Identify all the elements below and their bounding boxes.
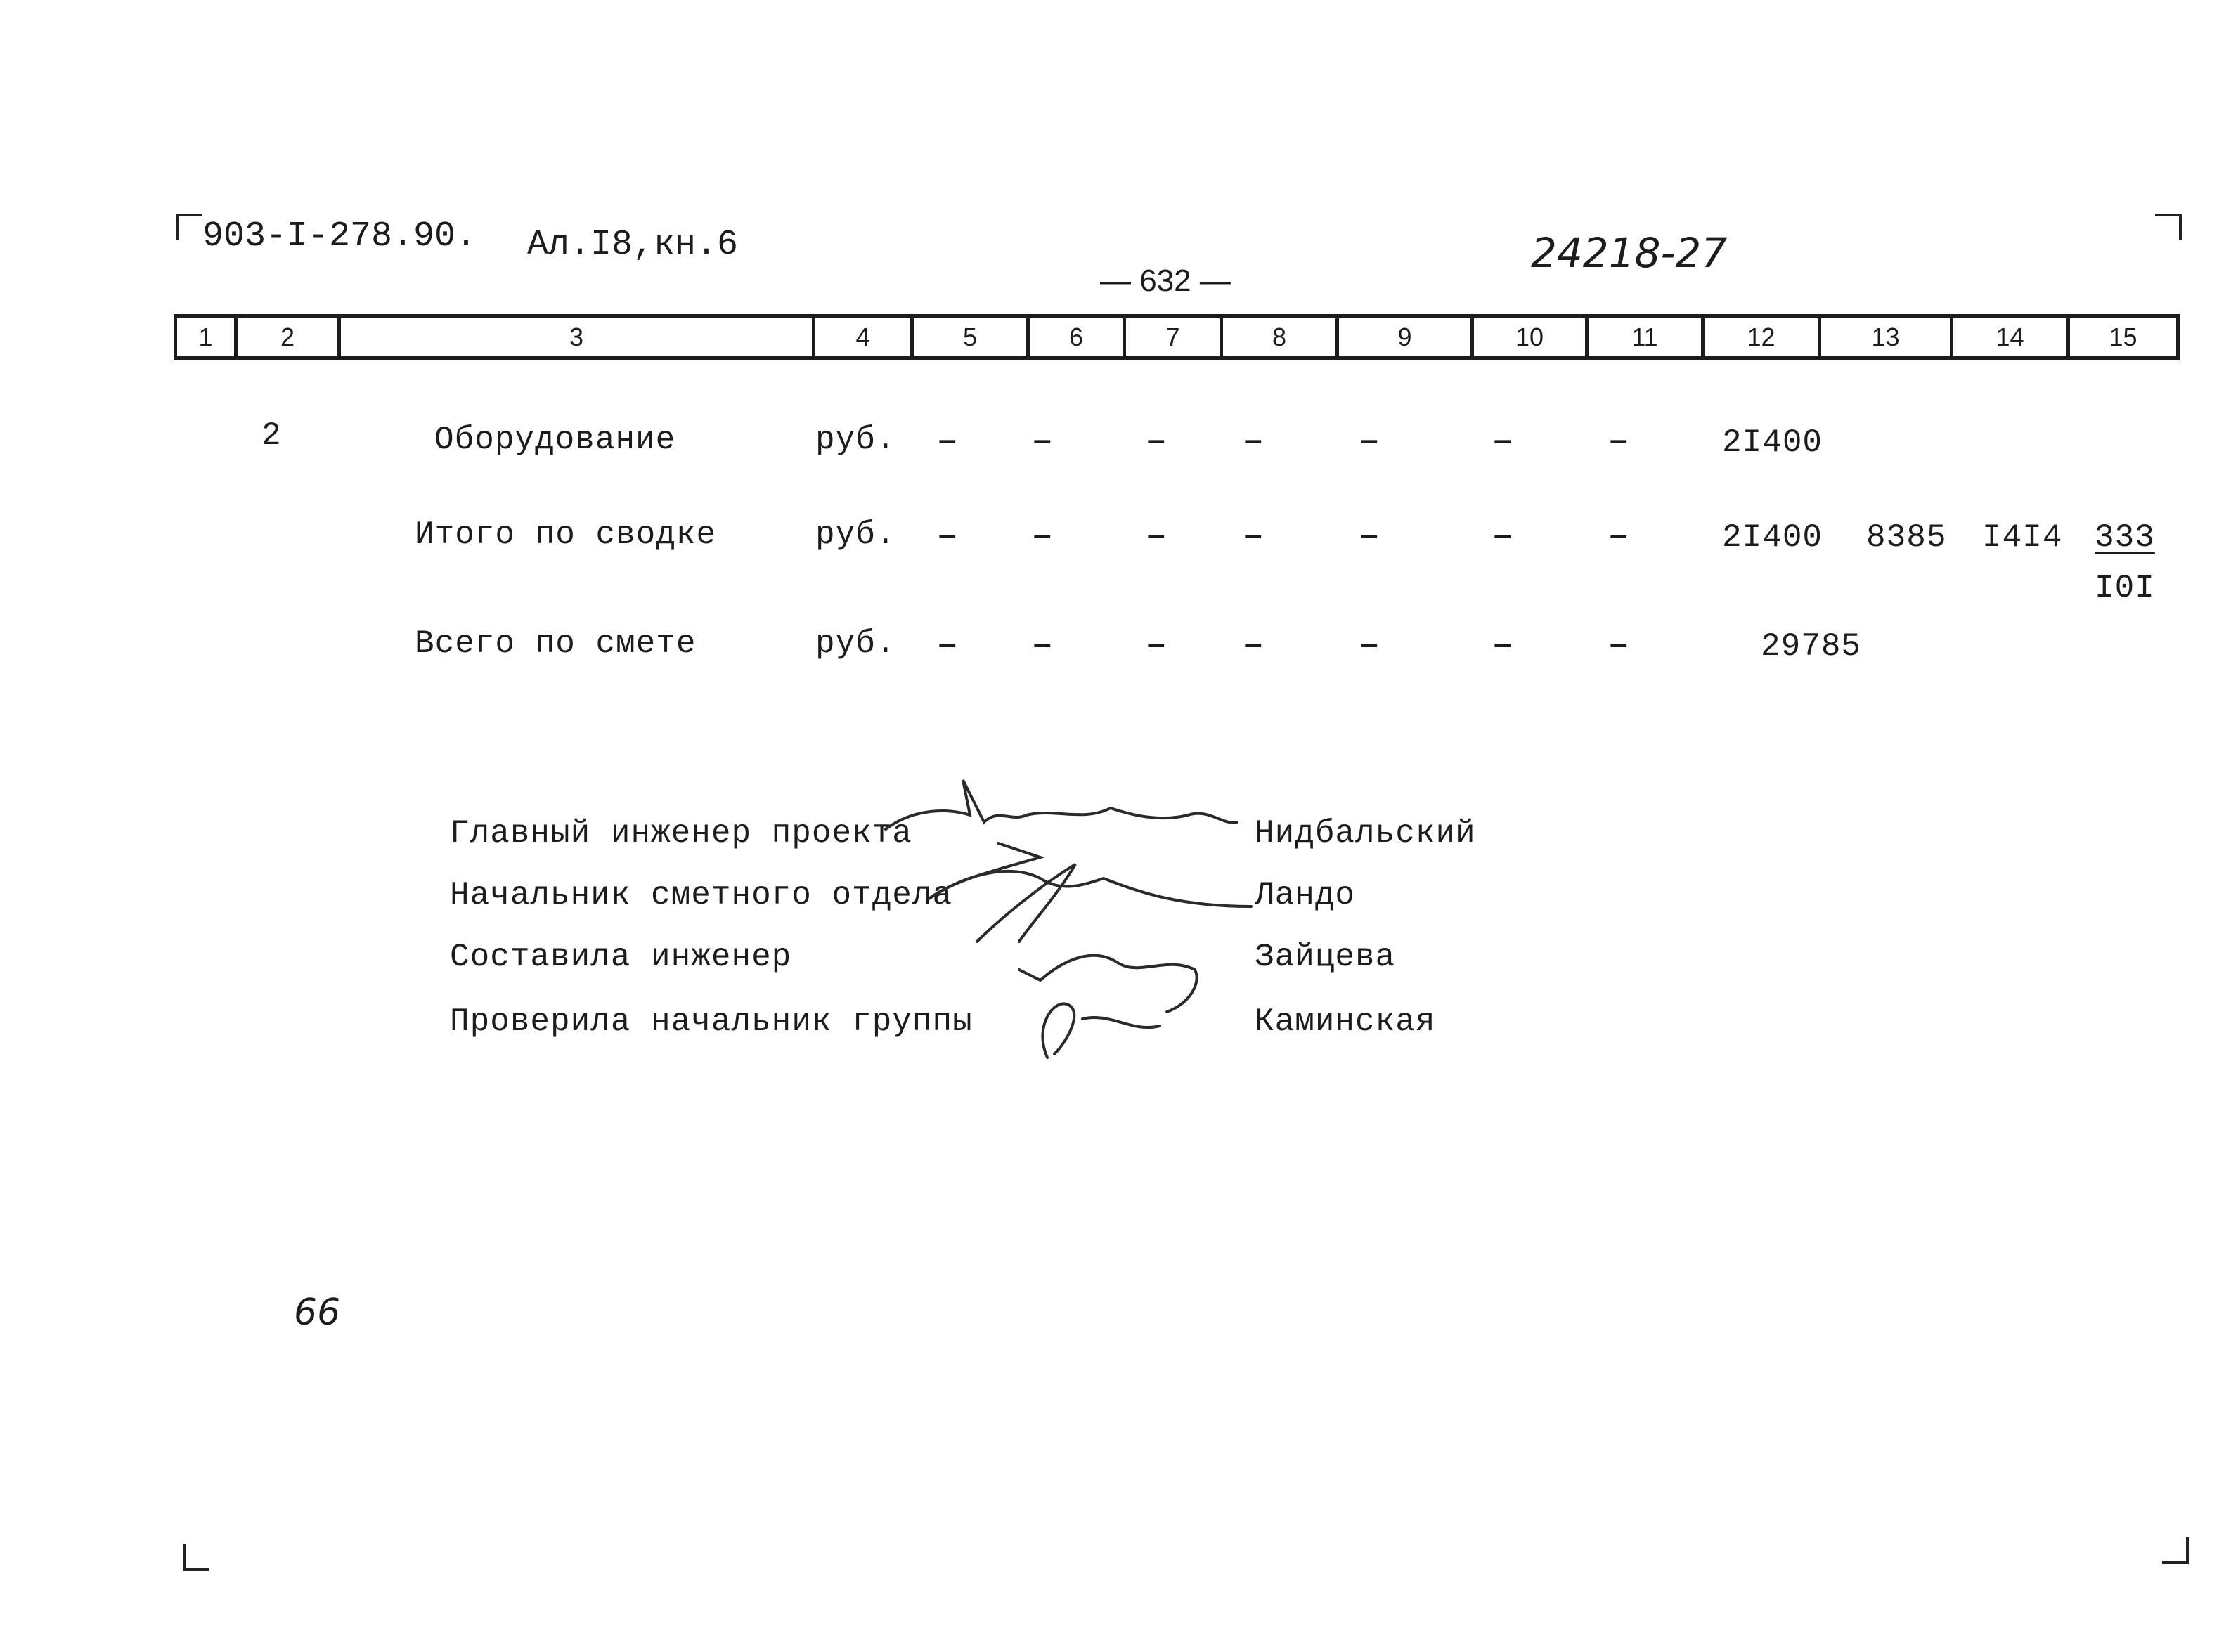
row-dash-col-11: –: [1610, 625, 1628, 661]
row-name: Оборудование: [434, 422, 676, 458]
row-dash-col-6: –: [1033, 421, 1052, 457]
column-header-1: 1: [174, 318, 234, 356]
row-unit: руб.: [815, 516, 896, 553]
row-number: 2: [261, 417, 282, 454]
row-col-12-value: 2I400: [1722, 519, 1823, 556]
row-dash-col-7: –: [1147, 516, 1165, 552]
row-col-12-value: 29785: [1761, 628, 1862, 665]
row-col-12-value: 2I400: [1722, 424, 1823, 461]
handwritten-ref: 24218-27: [1531, 229, 1728, 277]
row-unit: руб.: [815, 422, 896, 458]
row-col-13-value: 8385: [1866, 519, 1947, 556]
column-header-11: 11: [1585, 318, 1701, 356]
row-col-15-numerator: 333: [2095, 519, 2155, 556]
row-dash-col-6: –: [1033, 625, 1052, 661]
column-header-14: 14: [1950, 318, 2066, 356]
row-dash-col-5: –: [938, 625, 957, 661]
row-dash-col-9: –: [1360, 421, 1378, 457]
row-dash-col-8: –: [1244, 516, 1262, 552]
column-header-8: 8: [1220, 318, 1335, 356]
row-dash-col-10: –: [1494, 421, 1512, 457]
column-header-3: 3: [337, 318, 812, 356]
row-name: Итого по сводке: [415, 516, 717, 553]
row-dash-col-10: –: [1494, 516, 1512, 552]
row-dash-col-7: –: [1147, 625, 1165, 661]
row-unit: руб.: [815, 625, 896, 662]
signature-role: Проверила начальник группы: [450, 1003, 973, 1040]
column-header-4: 4: [812, 318, 910, 356]
row-dash-col-6: –: [1033, 516, 1052, 552]
signature-name: Ландо: [1255, 877, 1356, 913]
row-dash-col-7: –: [1147, 421, 1165, 457]
sheet-ref: Ал.I8,кн.6: [527, 225, 739, 265]
column-header-10: 10: [1470, 318, 1585, 356]
signature-name: Зайцева: [1255, 939, 1396, 975]
signature-name: Каминская: [1255, 1003, 1436, 1040]
column-header-5: 5: [910, 318, 1026, 356]
doc-code: 903-I-278.90.: [202, 216, 477, 256]
page-mark: 66: [294, 1292, 341, 1334]
column-header-6: 6: [1026, 318, 1123, 356]
row-dash-col-11: –: [1610, 516, 1628, 552]
row-dash-col-8: –: [1244, 421, 1262, 457]
signature-role: Составила инженер: [450, 939, 792, 975]
row-name: Всего по смете: [415, 625, 697, 662]
row-dash-col-11: –: [1610, 421, 1628, 457]
signature-role: Начальник сметного отдела: [450, 877, 953, 913]
row-dash-col-9: –: [1360, 516, 1378, 552]
signature-role: Главный инженер проекта: [450, 815, 912, 852]
column-header-2: 2: [234, 318, 337, 356]
row-dash-col-5: –: [938, 421, 957, 457]
page-number: — 632 —: [1100, 264, 1231, 298]
row-dash-col-8: –: [1244, 625, 1262, 661]
row-dash-col-9: –: [1360, 625, 1378, 661]
signature-name: Нидбальский: [1255, 815, 1476, 852]
column-header-7: 7: [1123, 318, 1220, 356]
column-header-12: 12: [1701, 318, 1818, 356]
row-col-15-denominator: I0I: [2095, 570, 2155, 606]
row-col-14-value: I4I4: [1982, 519, 2063, 556]
row-dash-col-5: –: [938, 516, 957, 552]
column-header-13: 13: [1818, 318, 1950, 356]
row-dash-col-10: –: [1494, 625, 1512, 661]
column-header-15: 15: [2066, 318, 2180, 356]
column-header-9: 9: [1335, 318, 1470, 356]
